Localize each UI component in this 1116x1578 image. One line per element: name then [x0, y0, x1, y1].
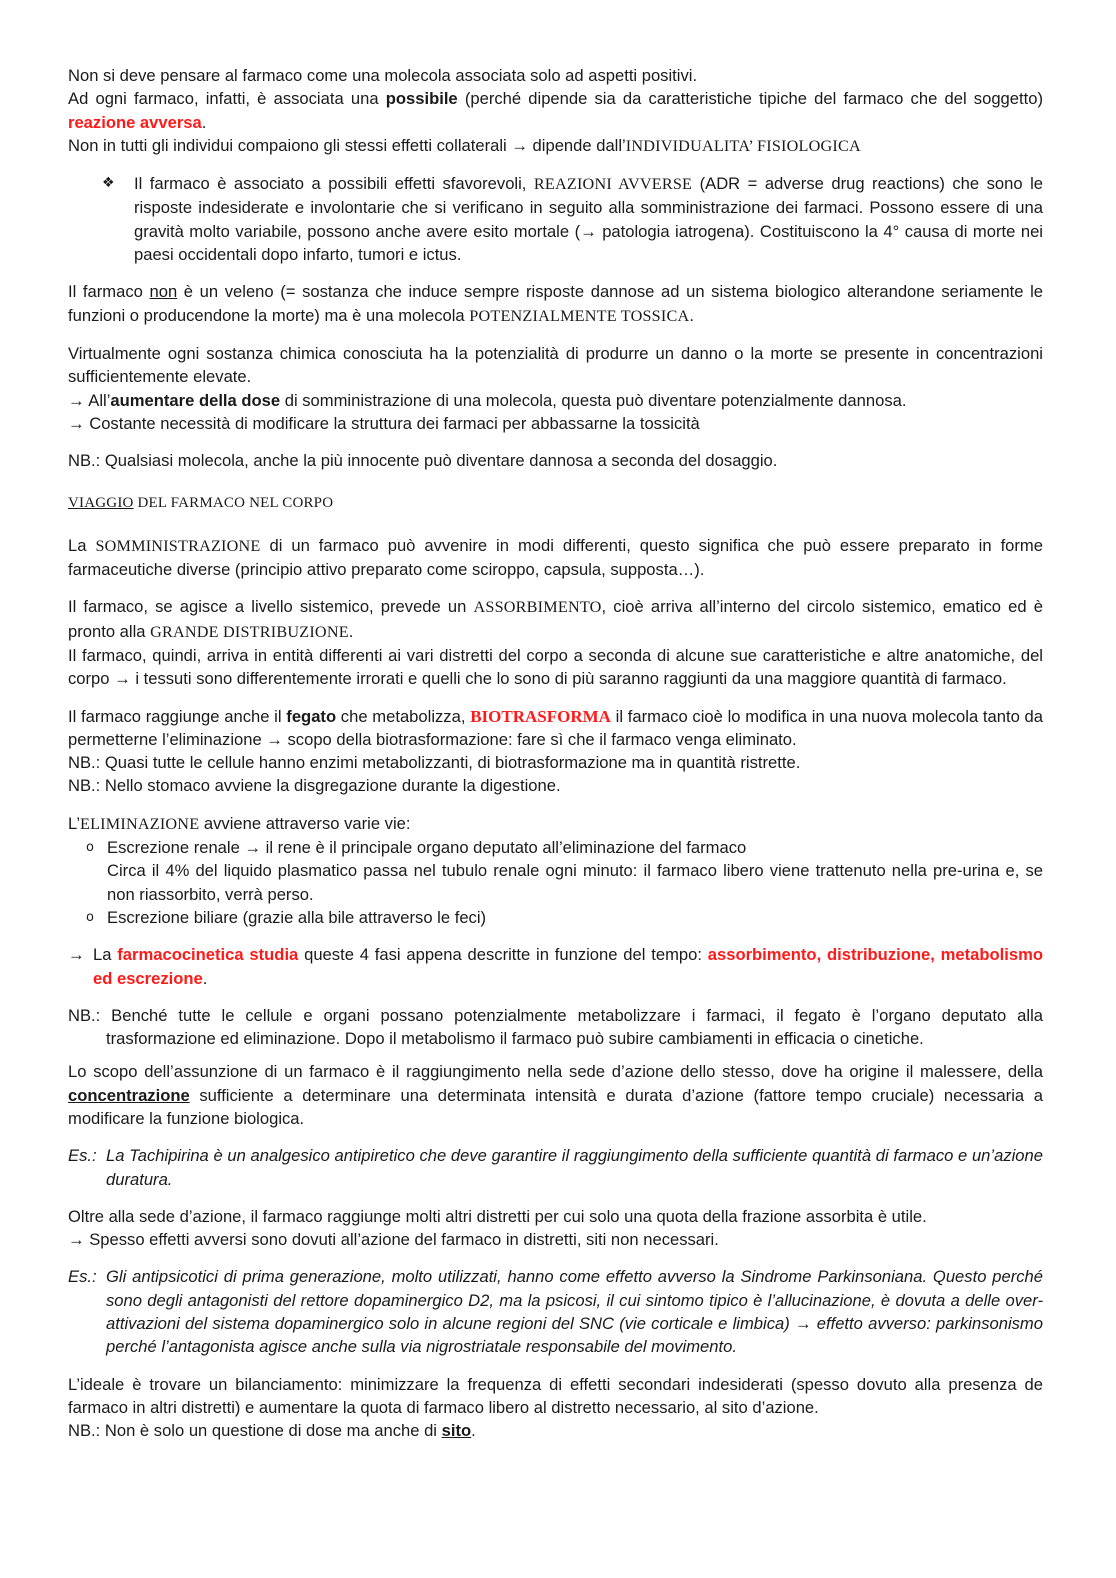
heading-text: DEL FARMACO NEL CORPO — [133, 495, 334, 512]
example — [68, 1144, 1043, 1191]
heading-underlined: VIAGGIO — [68, 495, 134, 512]
paragraph — [68, 342, 1043, 435]
text: è un veleno (= sostanza che induce sempre risposte dannose ad un sistema biologico alterandone seriamente le funzioni o producendone la morte) ma è una molecola — [68, 282, 1043, 325]
text-line — [68, 389, 1043, 412]
text: Il farmaco raggiunge anche il — [68, 706, 287, 726]
text-line — [68, 595, 1043, 644]
example-label: Es.: — [68, 1146, 97, 1166]
smallcaps-term: REAZIONI AVVERSE — [533, 175, 693, 194]
circle-bullet-icon: o — [86, 909, 94, 925]
smallcaps-term: SOMMINISTRAZIONE — [95, 536, 261, 555]
text: NB.: Non è solo un questione di dose ma anche di — [68, 1421, 442, 1441]
smallcaps-term: INDIVIDUALITA’ FISIOLOGICA — [625, 136, 861, 155]
emphasis: possibile — [385, 89, 458, 109]
smallcaps-term: GRANDE DISTRIBUZIONE — [150, 622, 349, 641]
list-item — [86, 836, 1043, 906]
paragraph — [68, 1060, 1043, 1130]
list-text — [107, 836, 1043, 906]
text: (perché dipende sia da caratteristiche tipiche del farmaco che del soggetto) — [457, 89, 1043, 109]
text-line: Oltre alla sede d’azione, il farmaco raggiunge molti altri distretti per cui solo una quota della frazione assorbita è utile. — [68, 1206, 927, 1226]
text-line: Escrezione renale → il rene è il principale organo deputato all’eliminazione del farmaco — [107, 838, 747, 858]
smallcaps-term: ASSORBIMENTO — [473, 598, 602, 617]
diamond-bullet-icon: ❖ — [102, 175, 115, 192]
note: NB.: Nello stomaco avviene la disgregazione durante la digestione. — [68, 776, 561, 796]
paragraph — [68, 705, 1043, 798]
emphasis: fegato — [286, 706, 337, 726]
example-text: Gli antipsicotici di prima generazione, molto utilizzati, hanno come effetto avverso la Sindrome Parkinsoniana. Questo perché sono degli antagonisti del rettore dopaminergico D2, ma la psicosi, il cui sintomo tipico è l’allucinazione, è dovuta a delle over-attivazioni del sistema dopaminergico solo in alcune regioni del SNC (vie corticale e limbica) → effetto avverso: parkinsonismo perché l’antagonista agisce anche sulla via nigrostriatale responsabile del movimento. — [106, 1267, 1043, 1357]
text-line — [93, 943, 1043, 990]
smallcaps-term: POTENZIALMENTE TOSSICA — [469, 306, 690, 325]
text: queste 4 fasi appena descritte in funzione del tempo: — [298, 945, 708, 965]
text: di somministrazione di una molecola, questa può diventare potenzialmente dannosa. — [280, 390, 907, 410]
emphasis: concentrazione — [68, 1085, 190, 1105]
text-line — [68, 1419, 1043, 1442]
text-line — [68, 812, 1043, 836]
text: avviene attraverso varie vie: — [199, 813, 411, 833]
text: Ad ogni farmaco, infatti, è associata una — [68, 89, 386, 109]
text-line: → Costante necessità di modificare la struttura dei farmaci per abbassarne la tossicità — [68, 413, 700, 433]
emphasis: aumentare della dose — [110, 390, 281, 410]
text: il farmaco cioè lo modifica in una nuova molecola tanto da permetterne l’eliminazione → scopo della biotrasformazione: fare sì che il farmaco venga eliminato. — [68, 706, 1043, 749]
text-line — [68, 134, 1043, 158]
paragraph — [68, 812, 1043, 929]
text-line: Circa il 4% del liquido plasmatico passa nel tubulo renale ogni minuto: il farmaco libero viene trattenuto nella pre-urina e, se non riassorbito, verrà perso. — [107, 861, 1043, 904]
intro-paragraph — [68, 64, 1043, 158]
text: . — [202, 968, 208, 988]
text: Il farmaco, se agisce a livello sistemico, prevede un — [68, 597, 474, 617]
text: di un farmaco può avvenire in modi differenti, questo significa che può essere preparato in forme farmaceutiche diverse (principio attivo preparato come sciroppo, capsula, supposta…). — [68, 535, 1043, 580]
text: La — [68, 535, 96, 555]
paragraph — [68, 280, 1043, 328]
text-line: L’ideale è trovare un bilanciamento: minimizzare la frequenza di effetti secondari indesiderati (spesso dovuto alla presenza de farmaco in altri distretti) e aumentare la quota di farmaco libero al distretto necessario, al sito d’azione. — [68, 1374, 1043, 1417]
text: → All’ — [68, 390, 111, 410]
note: NB.: Qualsiasi molecola, anche la più innocente può diventare dannosa a seconda del dosaggio. — [68, 451, 778, 471]
highlight-red: reazione avversa — [68, 112, 202, 132]
list-item — [86, 906, 1043, 929]
text-line: → Spesso effetti avversi sono dovuti all’azione del farmaco in distretti, siti non necessari. — [68, 1230, 719, 1250]
text: sufficiente a determinare una determinata intensità e durata d’azione (fattore tempo cruciale) necessaria a modificare la funzione biologica. — [68, 1085, 1043, 1128]
note: NB.: Quasi tutte le cellule hanno enzimi metabolizzanti, di biotrasformazione ma in quantità ristrette. — [68, 753, 801, 773]
example — [68, 1265, 1043, 1358]
paragraph — [68, 1373, 1043, 1443]
text-line: Virtualmente ogni sostanza chimica conosciuta ha la potenzialità di produrre un danno o la morte se presente in concentrazioni sufficientemente elevate. — [68, 343, 1043, 387]
text-line — [68, 87, 1043, 134]
text: Lo scopo dell’assunzione di un farmaco è il raggiungimento nella sede d’azione dello stesso, dove ha origine il malessere, della — [68, 1062, 1043, 1082]
text: che metabolizza, — [336, 706, 471, 726]
highlight-red: BIOTRASFORMA — [470, 706, 611, 726]
text: . — [201, 112, 207, 132]
text: . — [689, 305, 694, 325]
underlined: non — [149, 282, 178, 302]
paragraph — [68, 534, 1043, 582]
text: , cioè arriva all’interno del circolo sistemico, ematico ed è pronto alla — [68, 597, 1043, 641]
text: (ADR = adverse drug reactions) che sono le risposte indesiderate e involontarie che si verificano in seguito alla somministrazione dei farmaci. Possono essere di una gravità molto variabile, possono anche avere esito mortale (→ patologia iatrogena). Costituiscono la 4° causa di morte nei paesi occidentali dopo infarto, tumori e ictus. — [134, 174, 1043, 265]
bullet-text — [134, 172, 1043, 266]
text-line — [68, 705, 1043, 752]
text: . — [471, 1421, 476, 1441]
text: L’ — [68, 813, 80, 833]
text: . — [348, 621, 354, 641]
document-page — [68, 64, 1043, 1443]
arrow-icon: → — [68, 945, 85, 965]
text: Il farmaco è associato a possibili effetti sfavorevoli, — [134, 174, 534, 194]
list-text: Escrezione biliare (grazie alla bile attraverso le feci) — [107, 907, 487, 927]
text-line — [68, 64, 1043, 87]
text: Non in tutti gli individui compaiono gli stessi effetti collaterali → dipende dall’ — [68, 135, 626, 155]
smallcaps-term: ELIMINAZIONE — [80, 814, 200, 833]
example-label: Es.: — [68, 1267, 97, 1287]
paragraph — [68, 595, 1043, 690]
paragraph — [68, 1205, 1043, 1252]
highlight-red: assorbimento, distribuzione, metabolismo ed escrezione — [93, 945, 1043, 988]
section-heading — [68, 492, 1043, 515]
note: NB.: Benché tutte le cellule e organi possano potenzialmente metabolizzare i farmaci, il fegato è l’organo deputato alla trasformazione ed eliminazione. Dopo il metabolismo il farmaco può subire cambiamenti in efficacia o cinetiche. — [68, 1005, 1043, 1049]
emphasis: sito — [441, 1421, 472, 1441]
text-line: Il farmaco, quindi, arriva in entità differenti ai vari distretti del corpo a seconda di alcune sue caratteristiche e altre anatomiche, del corpo → i tessuti sono differentemente irrorati e quelli che lo sono di più saranno raggiunti da una maggiore quantità di farmaco. — [68, 645, 1043, 689]
highlight-red: farmacocinetica studia — [117, 945, 299, 965]
text: Non si deve pensare al farmaco come una molecola associata solo ad aspetti positivi. — [68, 66, 698, 85]
circle-bullet-icon: o — [86, 840, 94, 856]
text: La — [93, 945, 118, 965]
bullet-item — [102, 172, 1043, 266]
paragraph — [68, 943, 1043, 990]
text: Il farmaco — [68, 282, 150, 302]
example-text: La Tachipirina è un analgesico antipiretico che deve garantire il raggiungimento della sufficiente quantità di farmaco e un’azione duratura. — [106, 1146, 1043, 1189]
